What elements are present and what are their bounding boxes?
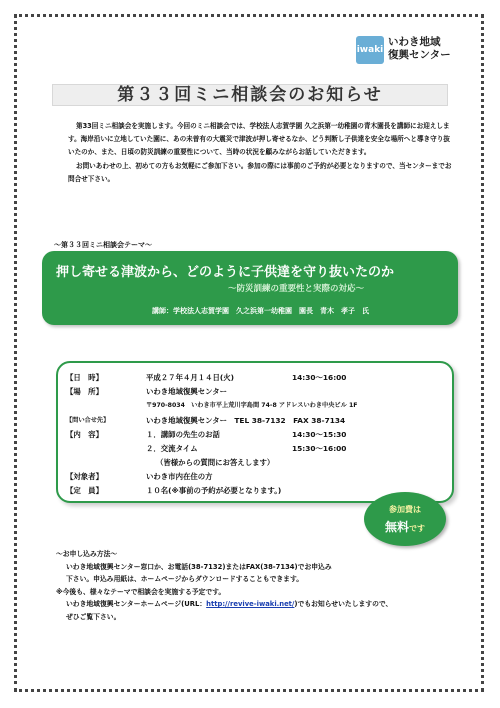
badge-line-2 [364, 518, 446, 535]
apply-line-1: いわき地域復興センター窓口か、お電話(38-7132)またはFAX(38-7134)でお申込み [66, 562, 332, 571]
content-item-2: ２．交流タイム [146, 444, 198, 453]
theme-label: ～第３３回ミニ相談会テーマ～ [54, 241, 152, 249]
application-section [56, 548, 466, 624]
content-item-1-time: 14:30～15:30 [292, 430, 347, 439]
capacity-value: １０名(※事前の予約が必要となります。) [146, 486, 282, 495]
content-item-2-note: （皆様からの質問にお答えします） [156, 458, 275, 467]
target-value: いわき市内在住の方 [146, 472, 213, 481]
content-item-2-time: 15:30～16:00 [292, 444, 347, 453]
contact-label: 【問い合せ先】 [66, 417, 110, 424]
content-label: 【内 容】 [66, 430, 103, 439]
organization-logo [356, 36, 474, 68]
theme-box [42, 251, 458, 325]
homepage-link[interactable]: http://revive-iwaki.net/ [206, 600, 295, 609]
event-details-box [56, 361, 454, 503]
apply-url-prefix: いわき地域復興センターホームページ(URL： [66, 600, 207, 609]
intro-paragraph-1: 第33回ミニ相談会を実施します。今回のミニ相談会では、学校法人志賀学園 久之浜第一幼稚園の青木園長を講師にお迎えします。海岸沿いに立地していた園に、あの未曽有の大震災で津波が押し寄せるなか、どう判断し子供達を安全な場所へと導き守り抜いたのか、また、日頃の防災訓練の重要性について、当時の状況を顧みながらお話していただきます。 [68, 122, 450, 157]
date-value: 平成２７年４月１４日(火) [146, 373, 235, 382]
place-label: 【場 所】 [66, 387, 103, 396]
theme-main-title: 押し寄せる津波から、どのように子供達を守り抜いたのか [56, 265, 395, 280]
intro-paragraph-2: お問いあわせの上、初めての方もお気軽にご参加下さい。参加の際には事前のご予約が必要となりますので、当センターまでお問合せ下さい。 [68, 161, 452, 183]
apply-heading: ～お申し込み方法～ [56, 550, 118, 558]
date-label: 【日 時】 [66, 373, 103, 382]
badge-free-text: 無料 [384, 520, 409, 534]
logo-text [388, 36, 451, 62]
contact-value: いわき地域復興センター TEL 38-7132 FAX 38-7134 [146, 416, 346, 425]
logo-mark-icon: iwaki [356, 36, 384, 64]
target-label: 【対象者】 [66, 472, 103, 481]
time-value: 14:30～16:00 [292, 373, 347, 382]
apply-note: ※今後も、様々なテーマで相談会を実施する予定です。 [56, 587, 226, 596]
place-address: 〒970-8034 いわき市平上荒川字島間 74-8 アドレスいわき中央ビル 1F [146, 402, 358, 409]
badge-line-1: 参加費は [389, 505, 421, 514]
capacity-label: 【定 員】 [66, 486, 103, 495]
apply-url-suffix: )でもお知らせいたしますので、 [294, 600, 393, 609]
theme-speaker: 講師：学校法人志賀学園 久之浜第一幼稚園 園長 青木 孝子 氏 [152, 307, 369, 315]
logo-line2: 復興センター [388, 49, 451, 61]
apply-line-5: ぜひご覧下さい。 [66, 612, 121, 621]
apply-line-2: 下さい。申込み用紙は、ホームページからダウンロードすることもできます。 [66, 575, 304, 584]
content-item-1: １．講師の先生のお話 [146, 430, 220, 439]
apply-line-4 [56, 598, 466, 611]
theme-subtitle: ～防災訓練の重要性と実際の対応～ [228, 284, 365, 294]
logo-line1: いわき地域 [388, 36, 441, 48]
page-title: 第３３回ミニ相談会のお知らせ [52, 84, 448, 106]
intro-text [68, 120, 452, 186]
badge-suffix: です [409, 524, 425, 533]
free-admission-badge [364, 492, 446, 546]
place-value: いわき地域復興センター [146, 387, 228, 396]
